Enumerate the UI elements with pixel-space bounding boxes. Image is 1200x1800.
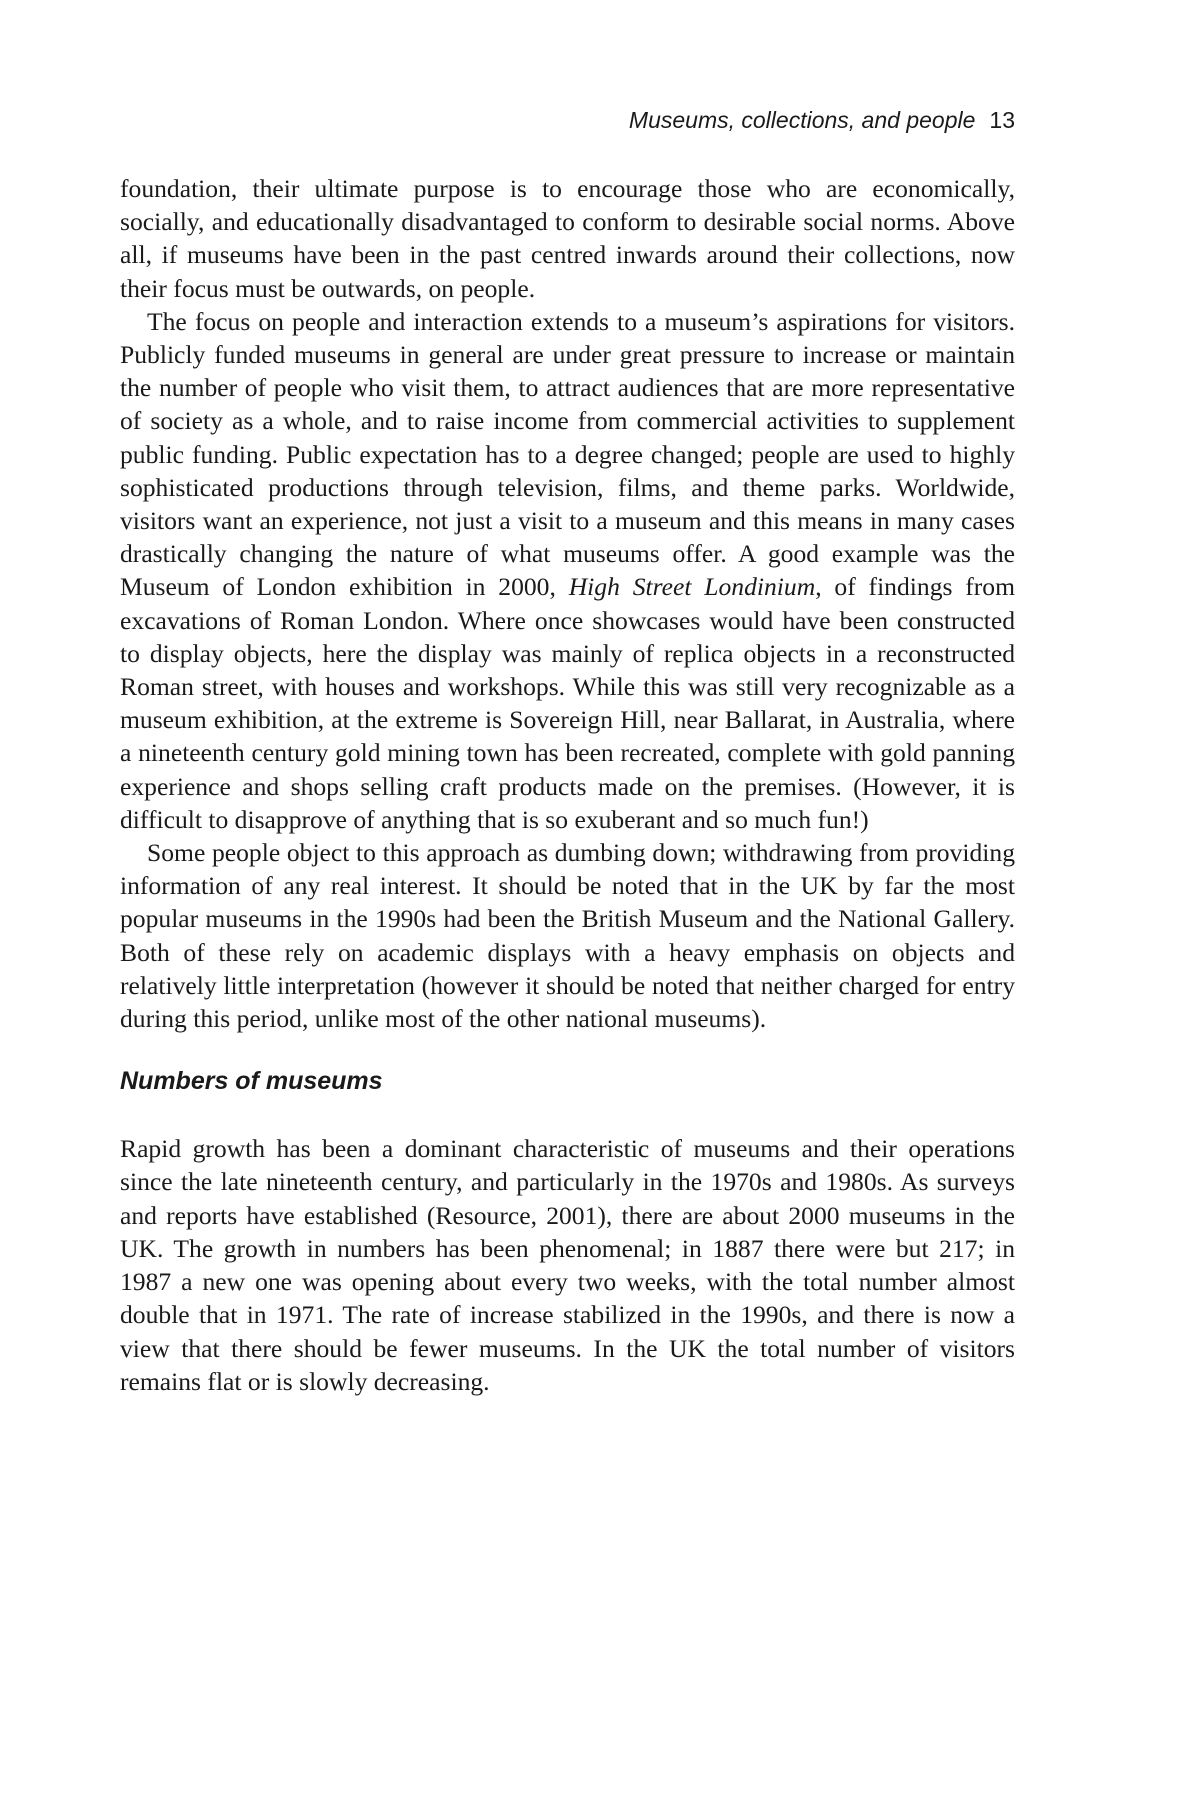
paragraph-1: foundation, their ultimate purpose is to encourage those who are economically, socially, and educationally disadvantaged to conform to desirable social norms. Above all, if museums have been in the past centred inwards around their collections, now their focus must be outwards, on people.	[120, 174, 1015, 303]
body-text	[120, 172, 1015, 1398]
section-heading: Numbers of museums	[120, 1067, 383, 1096]
paragraph-3: Some people object to this approach as dumbing down; withdrawing from providing information of any real interest. It should be noted that in the UK by far the most popular museums in the 1990s had been the British Museum and the National Gallery. Both of these rely on academic displays with a heavy emphasis on objects and relatively little interpretation (however it should be noted that neither charged for entry during this period, unlike most of the other national museums).	[120, 838, 1015, 1034]
document-page	[120, 0, 1015, 1800]
paragraph-2	[120, 305, 1015, 836]
page-number: 13	[989, 107, 1015, 133]
running-header	[629, 106, 1015, 134]
exhibition-title: High Street Londinium	[568, 572, 816, 602]
paragraph-4: Rapid growth has been a dominant characteristic of museums and their operations since the late nineteenth century, and particularly in the 1970s and 1980s. As surveys and reports have established (Resource, 2001), there are about 2000 museums in the UK. The growth in numbers has been phenomenal; in 1887 there were but 217; in 1987 a new one was opening about every two weeks, with the total number almost double that in 1971. The rate of increase stabilized in the 1990s, and there is now a view that there should be fewer museums. In the UK the total number of visitors remains flat or is slowly decreasing.	[120, 1134, 1015, 1396]
paragraph-2-part-2: , of findings from excavations of Roman London. Where once showcases would have been constructed to display objects, here the display was mainly of replica objects in a reconstructed Roman street, with houses and workshops. While this was still very recognizable as a museum exhibition, at the extreme is Sovereign Hill, near Ballarat, in Australia, where a nineteenth century gold mining town has been recreated, complete with gold panning experience and shops selling craft products made on the premises. (However, it is difficult to disapprove of anything that is so exuberant and so much fun!)	[120, 572, 1016, 834]
running-header-title: Museums, collections, and people	[628, 107, 976, 133]
paragraph-2-part-1: The focus on people and interaction extends to a museum’s aspirations for visitors. Publicly funded museums in general are under great pressure to increase or maintain the number of people who visit them, to attract audiences that are more representative of society as a whole, and to raise income from commercial activities to supplement public funding. Public expectation has to a degree changed; people are used to highly sophisticated productions through television, films, and theme parks. Worldwide, visitors want an experience, not just a visit to a museum and this means in many cases drastically changing the nature of what museums offer. A good example was the Museum of London exhibition in 2000,	[120, 306, 1015, 602]
